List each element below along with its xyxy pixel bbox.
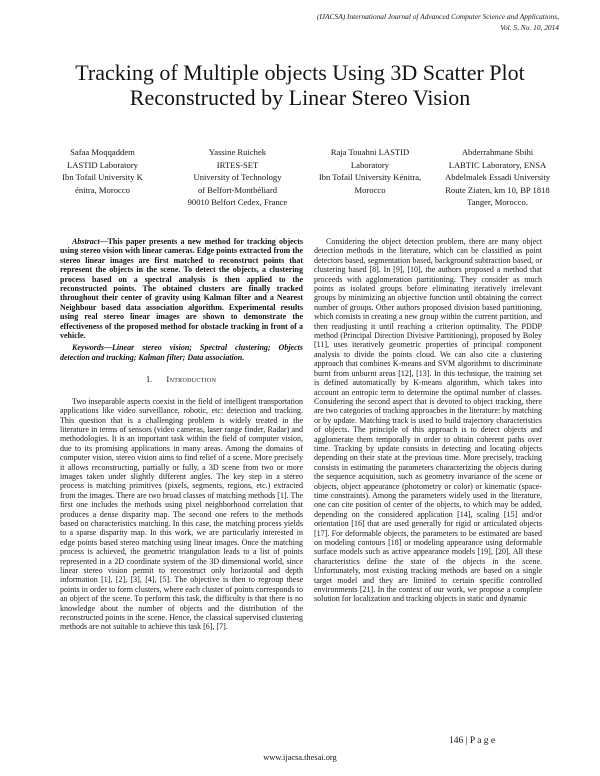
author-affiliation: énitra, Morocco [75,184,130,195]
author-affiliation: IRTES-SET [216,159,259,170]
right-column [314,237,542,604]
author-name: Safaa Moqqaddem [70,147,135,157]
author-affiliation: Abdelmalek Essadi University [444,172,550,183]
author-name: Abderrahmane Sbihi [461,147,534,157]
section-number: I. [146,374,153,385]
author-affiliation: Ibn Tofail University K [62,172,143,183]
section-heading [60,375,303,384]
author-affiliation: Tanger, Morocco. [467,197,528,208]
journal-url: www.ijacsa.thesai.org [263,753,337,762]
author-affiliation: Route Ziaten, km 10, BP 1818 [445,184,550,195]
author-affiliation: LABTIC Laboratory, ENSA [448,159,547,170]
abstract [60,237,303,340]
body-paragraph: Two inseparable aspects coexist in the field of intelligent transportation applications like video surveillance, robotic, etc: detection and tracking. This question that is a challenging problem is widely treated in the literature in terms of sensors (video cameras, laser range finder, Radar) and methodologies. It is an important task within the field of computer vision, due to its promising applications in many areas. Among the domains of computer vision, stereo vision aims to find relief of a scene. More precisely it allows reconstructing, partially or fully, a 3D scene from two or more images taken under slightly different angles. The key step in a stereo process is matching primitives (pixels, segments, regions, etc.) extracted from the images. There are two broad classes of matching methods [1]. The first one includes the methods using pixel neighborhood correlation that produces a dense disparity map. The second one refers to the methods based on characteristics matching. In this case, the matching process yields to a sparse disparity map. In this work, we are particularly interested in edge points based stereo matching using linear images. Once the matching process is achieved, the geometric triangulation leads to a list of points represented in a 2D coordinate system of the 3D dimensional world, since linear stereo vision permit to reconstruct only horizontal and depth information [1], [2], [3], [4], [5]. The objective is then to regroup these points in order to form clusters, where each cluster of points corresponds to an object of the scene. To perform this task, the difficulty is that there is no knowledge about the number of objects and the distribution of the reconstructed points in the scene. Hence, the classical supervised clustering methods are not suitable to achieve this task [6], [7]. [60,396,303,632]
journal-volume: Vol. 5, No. 10, 2014 [500,23,559,32]
abstract-text: This paper presents a new method for tracking objects using stereo vision with linear cameras. Edge points extracted from the stereo linear images are first matched to reconstruct points that represent the objects in the scene. To detect the objects, a clustering process based on a spectral analysis is then applied to the reconstructed points. The obtained clusters are finally tracked throughout their center of gravity using Kalman filter and a Nearest Neighbour based data association algorithm. Experimental results using real stereo linear images are shown to demonstrate the effectiveness of the proposed method for obstacle tracking in front of a vehicle. [60,237,303,341]
author-affiliation: LASTID Laboratory [67,159,138,170]
title-line-1: Tracking of Multiple objects Using 3D Scatter Plot [75,60,525,85]
author-affiliation: Laboratory [350,159,390,170]
abstract-label: Abstract— [72,237,108,246]
author-block [165,146,310,209]
left-column [60,237,303,632]
author-name: Yassine Ruichek [208,147,267,157]
journal-name: (IJACSA) International Journal of Advanced Computer Science and Applications, [316,12,559,21]
keywords-text: Linear stereo vision; Spectral clustering; Objects detection and tracking; Kalman filter; Data association. [60,343,303,362]
author-affiliation: University of Technology [193,172,282,183]
author-block [40,146,165,196]
author-block [430,146,565,209]
journal-header [219,11,559,33]
paper-title [40,60,560,110]
author-name: Raja Touahni LASTID [330,147,410,157]
section-title: Introduction [166,374,217,385]
body-paragraph: Considering the object detection problem, there are many object detection methods in the literature, which can be classified as point detectors based, segmentation based, background subtraction based, or clustering based [8]. In [9], [10], the authors proposed a method that proceeds with agglomeration partitioning. They consider as much points as isolated groups before eliminating iteratively irrelevant groups by minimizing an objective function until obtaining the correct number of groups. Other authors proposed division based partitioning, which consists in creating a new group within the current partition, and then readjusting it until reaching a criterion optimality. The PDDP method (Principal Direction Divisive Partitioning), proposed by Boley [11], uses iteratively geometric properties of principal component analysis to divide the points cloud. We can also cite a clustering approach that combines K-means and SVM algorithms to discriminate burnt from unburnt areas [12], [13]. In this technique, the training set is defined automatically by K-means algorithm, which takes into account an entropic term to determine the optimal number of classes. Considering the second aspect that is devoted to object tracking, there are two categories of tracking approaches in the literature: by matching or by update. Matching track is used to build trajectory characteristics of objects. The principle of this approach is to detect objects and agglomerate them temporally in order to obtain coherent paths over time. Tracking by update consists in detecting and locating objects depending on their state at the previous time. More precisely, tracking consists in estimating the parameters characterizing the objects during the sequence acquisition, such as geometry invariance of the scene or objects, object appearance (photometry or color) or kinematic (space-time constraints). Among the parameters widely used in the literature, one can cite position of center of the objects, to which may be added, depending on the considered application [14], scaling [15] and/or orientation [16] that are used generally for rigid or articulated objects [17]. For deformable objects, the parameters to be estimated are based on modeling contours [18] or modeling appearance using deformable surface models such as active appearance models [19], [20]. All these characteristics define the state of the objects in the scene. Unfortunately, most existing tracking methods are based on a single target model and they are limited to certain specific controlled environments [21]. In the context of our work, we propose a complete solution for localization and tracking objects in static and dynamic [314,237,542,604]
author-affiliation: of Belfort-Montbéliard [198,184,277,195]
author-block [310,146,430,196]
page-number: 146 | P a g e [449,736,496,746]
author-affiliation: Morocco [354,184,386,195]
author-affiliation: Ibn Tofail University Kénitra, [318,172,422,183]
keywords [60,343,303,362]
author-affiliation: 90010 Belfort Cedex, France [187,197,288,208]
keywords-label: Keywords— [72,343,112,353]
title-line-2: Reconstructed by Linear Stereo Vision [129,85,471,110]
